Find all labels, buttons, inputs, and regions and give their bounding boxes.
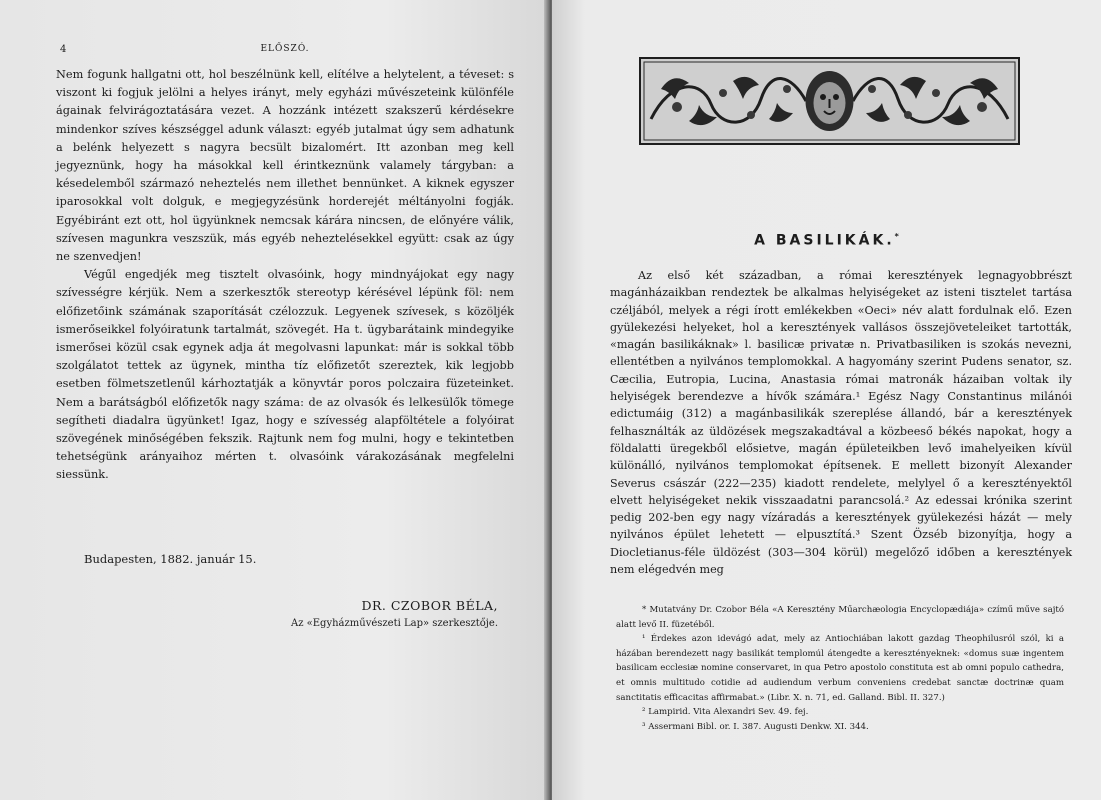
left-page <box>0 0 548 800</box>
acanthus-ornament-icon <box>641 59 1018 143</box>
chapter-text <box>610 267 1072 578</box>
footnote-text: Érdekes azon idevágó adat, mely az Antiochiában lakott gazdag Theophilusról szól, ki a házában berendezett nagy basilikát templomúl átengedte a keresztényeknek: «domus suæ ingentem basilicam ecclesiæ nomine conservaret, in qua Petro apostolo constituta est ab omni populo cathedra, et omnis multitudo cotidie ad audiendum verbum conveniens credebat sanctæ doctrinæ quam sanctitatis efficacitas affirmabat.» (Libr. X. n. 71, ed. Galland. Bibl. II. 327.) <box>616 634 1064 703</box>
running-head <box>60 44 510 58</box>
footnote-mark: * <box>642 605 647 615</box>
signature-name: DR. CZOBOR BÉLA, <box>361 598 498 613</box>
preface-text <box>56 66 514 485</box>
footnotes <box>616 603 1064 734</box>
chapter-title-footnote-mark: * <box>894 232 899 241</box>
dateline: Budapesten, 1882. január 15. <box>84 552 257 566</box>
paragraph: Nem fogunk hallgatni ott, hol beszélnünk kell, elítélve a helytelent, a téveset: s viszont ki fogjuk jelölni a helyes irányt, mely egyházi művészeteink különféle ágainak felvirágoztatására vezet. A hozzánk intézett szakszerű kérdésekre mindenkor szíves készséggel adunk választ: egyéb jutalmat úgy sem adhatunk a belénk helyezett s nagyra becsült bizalomért. Itt azonban meg kell jegyeznünk, hogy ha másokkal kell érintkeznünk valamely tárgyban: a késedelemből származó neheztelés nem illethet bennünket. A kiknek egyszer iparosokkal volt dolguk, e megjegyzésünk horderejét méltányolni fogják. Egyébiránt ezt ott, hol ügyünknek nemcsak kárára nincsen, de előnyére válik, szívesen magunkra veszszük, más egyéb neheztelésekkel együtt: csak az úgy ne szenvedjen! <box>56 68 514 264</box>
footnote-text: Mutatvány Dr. Czobor Béla «A Keresztény Műarchæologia Encyclopædiája» czímű műve sajtó alatt levő II. füzetéből. <box>616 605 1064 630</box>
right-page <box>552 0 1101 800</box>
paragraph: Végűl engedjék meg tisztelt olvasóink, hogy mindnyájokat egy nagy szívességre kérjük. Nem a szerkesztők stereotyp kérésével lépünk föl: nem előfizetőink számának szaporítását czélozzuk. Legyenek szívesek, s közöljék ismerőseikkel folyóiratunk tartalmát, szövegét. Ha t. ügybarátaink mindegyike ismerősei közül csak egynek adja át megolvasni lapunkat: már is sokkal több szolgálatot tettek az ügynek, mintha tíz előfizetőt szereztek, kik legjobb esetben fölmetszetlenűl kárhoztatják a könyvtár poros polczaira füzeteinket. Nem a barátságból előfizetők nagy száma: de az olvasók és lelkesülők tömege segítheti diadalra ügyünket! Igaz, hogy e szívesség alapföltétele a folyóirat szövegének minőségében fekszik. Rajtunk nem fog mulni, hogy e tekintetben tehetségünk arányaihoz mérten t. olvasóink várakozásának megfelelni siessünk. <box>56 268 514 482</box>
footnote-text: Lampirid. Vita Alexandri Sev. 49. fej. <box>648 707 809 718</box>
footnote-mark: ¹ <box>642 634 646 645</box>
footnote-mark: ² <box>642 707 646 718</box>
footnote-mark: ³ <box>642 721 646 732</box>
running-title: ELŐSZÓ. <box>260 44 310 54</box>
chapter-title-text: A BASILIKÁK. <box>754 232 895 249</box>
page-number: 4 <box>60 44 68 55</box>
paragraph: Az első két században, a római keresztények legnagyobbrészt magánházaikban rendeztek be alkalmas helyiségeket az isteni tisztelet tartása czéljából, melyek a régi írott emlékekben «Oeci» név alatt fordulnak elő. Ezen gyülekezési helyeket, hol a keresztények vallásos összejöveteleiket tartották, «magán basilikáknak» l. basilicæ privatæ n. Privatbasiliken is szokás nevezni, ellentétben a nyilvános templomokkal. A hagyomány szerint Pudens senator, sz. Cæcilia, Eutropia, Lucina, Anastasia római matronák házaiban voltak ily helyiségek berendezve a hívők számára.¹ Egész Nagy Constantinus milánói edictumáig (312) a magánbasilikák szereplése állandó, bár a keresztények felhasználták az üldözések megszakadtával a közbeeső békés napokat, hogy a földalatti üregekből elősietve, magán épületeikben levő imahelyeiken kívül különálló, nyilvános templomokat építsenek. E mellett bizonyít Alexander Severus császár (222—235) kiadott rendelete, melylyel ő a keresztényektől elvett helyiségeket nekik visszaadatni parancsolá.² Az edessai krónika szerint pedig 202-ben egy nagy vízáradás a keresztények gyülekezési házát — mely nyilvános épület lehetett — elpusztítá.³ Szent Özséb bizonyítja, hogy a Diocletianus-féle üldözést (303—304 körül) megelőző időben a keresztények nem elégedvén meg <box>610 269 1072 577</box>
footnote-text: Assermani Bibl. or. I. 387. Augusti Denkw. XI. 344. <box>648 721 869 732</box>
footnote <box>616 705 1064 720</box>
footnote <box>616 632 1064 705</box>
ornamental-headpiece <box>639 57 1020 145</box>
signature-role: Az «Egyházművészeti Lap» szerkesztője. <box>290 618 498 629</box>
footnote <box>616 603 1064 632</box>
chapter-title <box>552 232 1101 249</box>
footnote <box>616 720 1064 735</box>
